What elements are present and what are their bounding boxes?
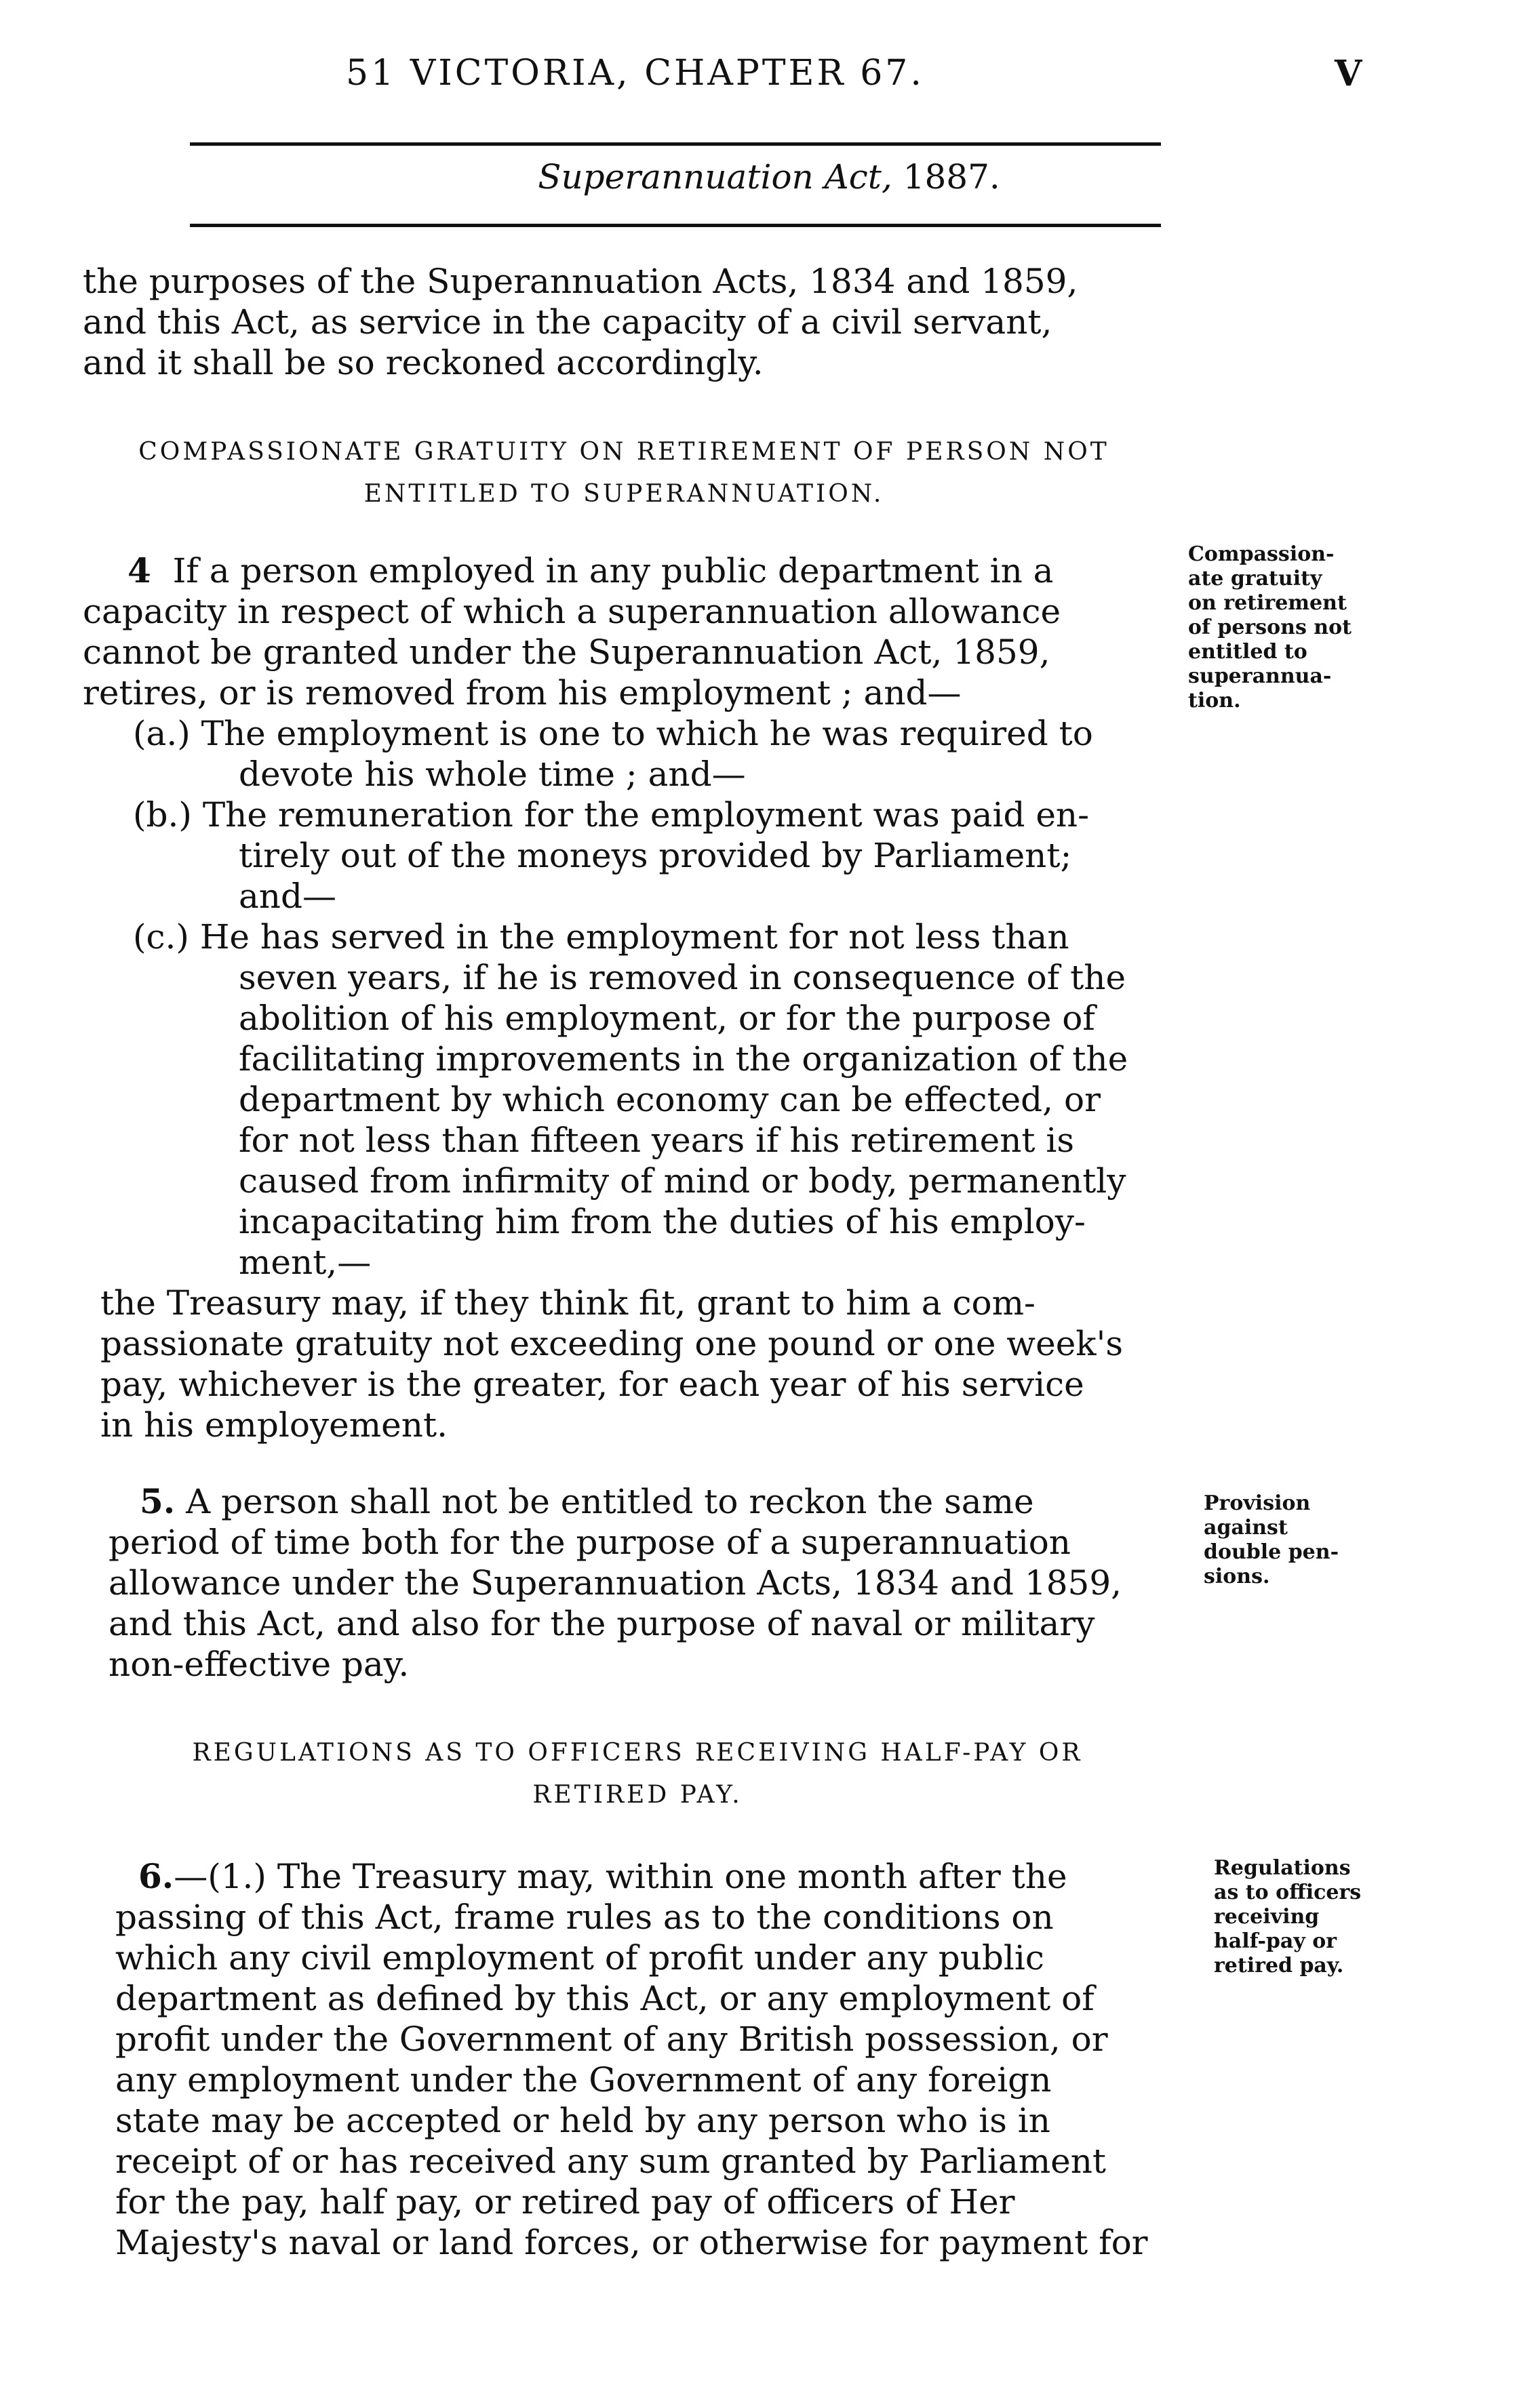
intro-line: the purposes of the Superannuation Acts, 1834 and 1859, [83, 262, 1078, 301]
margin-note-line: sions. [1204, 1565, 1270, 1588]
intro-paragraph [83, 261, 1078, 383]
margin-note-line: against [1204, 1516, 1288, 1540]
section-6 [115, 1856, 1148, 2263]
section-4-line: cannot be granted under the Superannuation Act, 1859, [83, 633, 1050, 672]
section-6-line: profit under the Government of any British possession, or [115, 2020, 1108, 2059]
item-b-line: and— [239, 877, 337, 916]
section-6-line: any employment under the Government of any foreign [115, 2060, 1052, 2100]
item-c-line: ment,— [239, 1243, 372, 1282]
margin-note-line: on retirement [1188, 591, 1347, 615]
section-5-line: period of time both for the purpose of a superannuation [109, 1523, 1071, 1562]
section-6-line: passing of this Act, frame rules as to the conditions on [115, 1898, 1054, 1937]
section-4-first-line [83, 550, 1128, 591]
item-a-line: The employment is one to which he was required to [201, 714, 1093, 753]
margin-note-section-5 [1204, 1491, 1407, 1589]
item-c-line: abolition of his employment, or for the purpose of [239, 999, 1095, 1038]
section-4-closing-line: pay, whichever is the greater, for each year of his service [100, 1365, 1084, 1404]
section-4-line: If a person employed in any public department in a [172, 551, 1054, 590]
section-5-line: A person shall not be entitled to reckon the same [186, 1482, 1034, 1521]
margin-note-line: half-pay or [1214, 1929, 1337, 1953]
item-a [83, 713, 1128, 754]
section-4-number: 4 [127, 550, 151, 590]
item-c-line: He has served in the employment for not less than [199, 917, 1069, 957]
section-4-closing-line: the Treasury may, if they think fit, grant to him a com- [100, 1283, 1036, 1323]
heading-line: COMPASSIONATE GRATUITY ON RETIREMENT OF PERSON NOT [138, 438, 1109, 466]
margin-note-line: retired pay. [1214, 1954, 1344, 1978]
intro-line: and this Act, as service in the capacity of a civil servant, [83, 302, 1052, 342]
section-6-line: for the pay, half pay, or retired pay of officers of Her [115, 2182, 1015, 2222]
item-c-line: facilitating improvements in the organization of the [239, 1039, 1128, 1079]
act-title [0, 157, 1538, 197]
heading-line: REGULATIONS AS TO OFFICERS RECEIVING HALF-PAY OR [192, 1739, 1083, 1767]
section-5-number: 5. [140, 1481, 176, 1521]
section-6-line: state may be accepted or held by any person who is in [115, 2101, 1050, 2140]
section-4-closing-line: passionate gratuity not exceeding one pound or one week's [100, 1324, 1123, 1363]
header-rule-bottom [190, 224, 1161, 227]
header-rule-top [190, 142, 1161, 146]
section-6-line: department as defined by this Act, or any employment of [115, 1979, 1095, 2018]
item-a-label: (a.) [133, 714, 191, 753]
section-5-line: allowance under the Superannuation Acts, 1834 and 1859, [109, 1563, 1122, 1603]
margin-note-line: receiving [1214, 1905, 1320, 1929]
item-c [83, 917, 1128, 957]
margin-note-line: tion. [1188, 689, 1241, 713]
margin-note-line: entitled to [1188, 640, 1307, 664]
section-5-line: non-effective pay. [109, 1645, 410, 1684]
margin-note-line: Compassion- [1188, 542, 1335, 566]
section-4-line: capacity in respect of which a superannuation allowance [83, 592, 1061, 631]
section-6-number: 6. [138, 1856, 174, 1896]
margin-note-line: superannua- [1188, 664, 1332, 688]
act-title-year: 1887. [903, 157, 1000, 197]
item-c-line: caused from infirmity of mind or body, permanently [239, 1161, 1126, 1201]
section-heading-compassionate [81, 431, 1166, 515]
item-c-line: incapacitating him from the duties of his employ- [239, 1202, 1086, 1241]
section-6-first-line [115, 1856, 1148, 1897]
margin-note-line: Provision [1204, 1491, 1311, 1515]
margin-note-line: double pen- [1204, 1540, 1339, 1564]
margin-note-section-4 [1188, 542, 1392, 713]
item-c-line: seven years, if he is removed in consequence of the [239, 958, 1126, 997]
section-6-line: which any civil employment of profit under any public [115, 1938, 1044, 1978]
item-a-line: devote his whole time ; and— [239, 755, 746, 794]
heading-line: ENTITLED TO SUPERANNUATION. [363, 480, 884, 508]
margin-note-line: of persons not [1188, 616, 1352, 639]
section-6-line: Majesty's naval or land forces, or otherwise for payment for [115, 2223, 1148, 2262]
intro-line: and it shall be so reckoned accordingly. [83, 343, 764, 382]
margin-note-section-6 [1214, 1856, 1417, 1978]
item-b-line: The remuneration for the employment was paid en- [202, 795, 1090, 835]
section-5-line: and this Act, and also for the purpose of naval or military [109, 1604, 1095, 1643]
section-heading-regulations [95, 1732, 1180, 1816]
section-5-first-line [109, 1481, 1122, 1522]
item-c-line: department by which economy can be effected, or [239, 1080, 1101, 1119]
section-4-line: retires, or is removed from his employment ; and— [83, 673, 962, 713]
page-number: V [1335, 53, 1362, 94]
margin-note-line: Regulations [1214, 1856, 1351, 1880]
item-b-line: tirely out of the moneys provided by Parliament; [239, 836, 1072, 875]
section-6-line: —(1.) The Treasury may, within one month after the [174, 1857, 1067, 1896]
item-c-line: for not less than fifteen years if his retirement is [239, 1121, 1075, 1160]
margin-note-line: as to officers [1214, 1881, 1362, 1904]
margin-note-line: ate gratuity [1188, 567, 1322, 590]
heading-line: RETIRED PAY. [532, 1781, 743, 1809]
item-b-label: (b.) [133, 795, 192, 835]
section-6-line: receipt of or has received any sum granted by Parliament [115, 2142, 1107, 2181]
section-4 [83, 550, 1128, 1445]
item-b [83, 795, 1128, 835]
section-5 [109, 1481, 1122, 1685]
act-title-name: Superannuation Act, [538, 157, 892, 197]
item-c-label: (c.) [133, 917, 189, 957]
running-head: 51 VICTORIA, CHAPTER 67. [346, 53, 924, 94]
section-4-closing-line: in his employement. [100, 1405, 448, 1445]
